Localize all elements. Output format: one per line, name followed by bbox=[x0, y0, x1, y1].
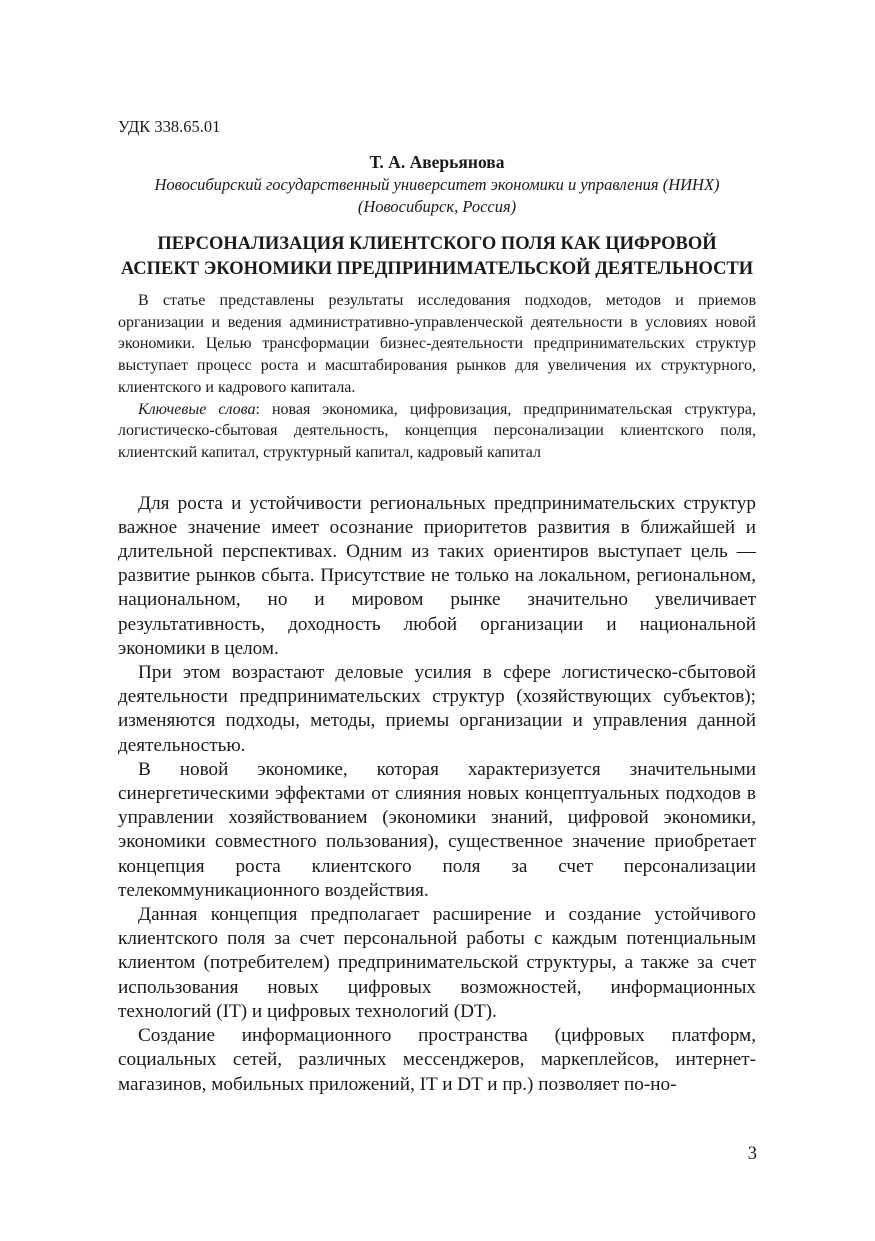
body-paragraph-5: Создание информационного пространства (цифровых платформ, социальных сетей, различных мессенджеров, маркеплейсов, интернет-магазинов, мобильных приложений, IT и DT и пр.) позволяет по-но- bbox=[118, 1025, 756, 1095]
author-name: Т. А. Аверьянова bbox=[369, 152, 505, 172]
article-title: ПЕРСОНАЛИЗАЦИЯ КЛИЕНТСКОГО ПОЛЯ КАК ЦИФРОВОЙ АСПЕКТ ЭКОНОМИКИ ПРЕДПРИНИМАТЕЛЬСКОЙ ДЕЯТЕЛЬНОСТИ bbox=[120, 234, 754, 279]
keywords-label: Ключевые слова bbox=[138, 400, 256, 418]
abstract-text: В статье представлены результаты исследования подходов, методов и приемов организации и ведения административно-управленческой деятельности в условиях новой экономики. Целью трансформации бизнес-деятельности предпринимательских структур выступает процесс роста и масштабирования рынков для увеличения их структурного, клиентского и кадрового капитала. bbox=[118, 292, 756, 396]
body-paragraph-1: Для роста и устойчивости региональных предпринимательских структур важное значение имеет осознание приоритетов развития в ближайшей и длительной перспективах. Одним из таких ориентиров выступает цель — развитие рынков сбыта. Присутствие не только на локальном, региональном, национальном, но и мировом рынке значительно увеличивает результативность, доходность любой организации и национальной экономики в целом. bbox=[118, 492, 756, 659]
keywords bbox=[118, 399, 756, 464]
article-body bbox=[118, 492, 756, 1097]
page-content bbox=[118, 116, 756, 1097]
udk-code: УДК 338.65.01 bbox=[118, 117, 221, 136]
body-paragraph-3: В новой экономике, которая характеризуется значительными синергетическими эффектами от слияния новых концептуальных подходов в управлении хозяйствованием (экономики знаний, цифровой экономики, экономики совместного пользования), существенное значение приобретает концепция роста клиентского поля за счет персонализации телекоммуникационного воздействия. bbox=[118, 758, 756, 901]
body-paragraph-4: Данная концепция предполагает расширение и создание устойчивого клиентского поля за счет персональной работы с каждым потенциальным клиентом (потребителем) предпринимательской структуры, а также за счет использования новых цифровых возможностей, информационных технологий (IT) и цифровых технологий (DT). bbox=[118, 904, 756, 1022]
body-paragraph-2: При этом возрастают деловые усилия в сфере логистическо-сбытовой деятельности предпринимательских структур (хозяйствующих субъектов); изменяются подходы, методы, приемы организации и управления данной деятельностью. bbox=[118, 662, 756, 756]
affiliation-line-2: (Новосибирск, Россия) bbox=[357, 197, 517, 216]
page-number: 3 bbox=[747, 1144, 757, 1164]
keywords-list: : новая экономика, цифровизация, предпринимательская структура, логистическо-сбытовая деятельность, концепция персонализации клиентского поля, клиентский капитал, структурный капитал, кадровый капитал bbox=[118, 400, 756, 461]
affiliation-line-1: Новосибирский государственный университет экономики и управления (НИНХ) bbox=[154, 175, 720, 194]
